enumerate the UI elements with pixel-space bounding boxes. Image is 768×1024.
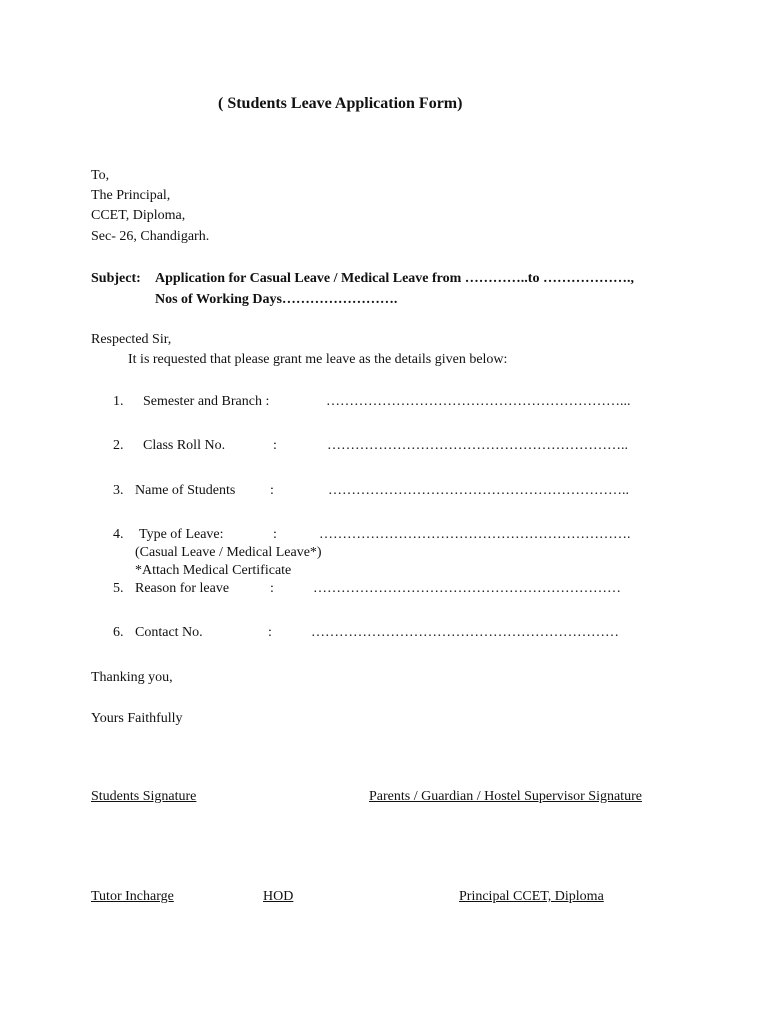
field-number: 6. (113, 625, 124, 640)
field-label-student-name: Name of Students (135, 483, 236, 498)
closing-thanks: Thanking you, (91, 670, 173, 685)
field-number: 5. (113, 581, 124, 596)
intro-text: It is requested that please grant me leave as the details given below: (128, 352, 508, 367)
field-label-semester-branch: Semester and Branch : (143, 394, 270, 409)
medical-certificate-note: *Attach Medical Certificate (135, 563, 292, 578)
salutation: Respected Sir, (91, 332, 172, 347)
field-dots-reason[interactable]: ………………………………………………………… (313, 581, 621, 596)
field-dots-contact[interactable]: ………………………………………………………… (311, 625, 619, 640)
address-line-principal: The Principal, (91, 188, 171, 203)
tutor-signature-label: Tutor Incharge (91, 889, 174, 904)
field-number: 1. (113, 394, 124, 409)
field-number: 3. (113, 483, 124, 498)
field-colon: : (273, 438, 277, 453)
field-dots-roll-no[interactable]: ……………………………………………………….. (327, 438, 628, 453)
field-colon: : (270, 581, 274, 596)
parent-signature-label: Parents / Guardian / Hostel Supervisor Signature (369, 789, 642, 804)
form-title: ( Students Leave Application Form) (218, 95, 463, 112)
field-label-contact: Contact No. (135, 625, 203, 640)
field-colon: : (268, 625, 272, 640)
student-signature-label: Students Signature (91, 789, 197, 804)
field-colon: : (273, 527, 277, 542)
leave-type-options-note: (Casual Leave / Medical Leave*) (135, 545, 322, 560)
subject-line-1: Application for Casual Leave / Medical Leave from …………..to ………………., (155, 271, 634, 286)
field-dots-leave-type[interactable]: …………………………………………………………. (319, 527, 631, 542)
field-number: 2. (113, 438, 124, 453)
principal-signature-label: Principal CCET, Diploma (459, 889, 604, 904)
address-line-institute: CCET, Diploma, (91, 208, 186, 223)
field-colon: : (270, 483, 274, 498)
field-label-reason: Reason for leave (135, 581, 230, 596)
hod-signature-label: HOD (263, 889, 294, 904)
field-dots-student-name[interactable]: ……………………………………………………….. (328, 483, 629, 498)
subject-line-2: Nos of Working Days……………………. (155, 292, 398, 307)
closing-yours-faithfully: Yours Faithfully (91, 711, 183, 726)
field-dots-semester-branch[interactable]: ………………………………………………………... (326, 394, 631, 409)
subject-label: Subject: (91, 271, 141, 286)
field-number: 4. (113, 527, 124, 542)
field-label-roll-no: Class Roll No. (143, 438, 226, 453)
address-to: To, (91, 168, 110, 183)
field-label-leave-type: Type of Leave: (139, 527, 224, 542)
address-line-location: Sec- 26, Chandigarh. (91, 229, 210, 244)
